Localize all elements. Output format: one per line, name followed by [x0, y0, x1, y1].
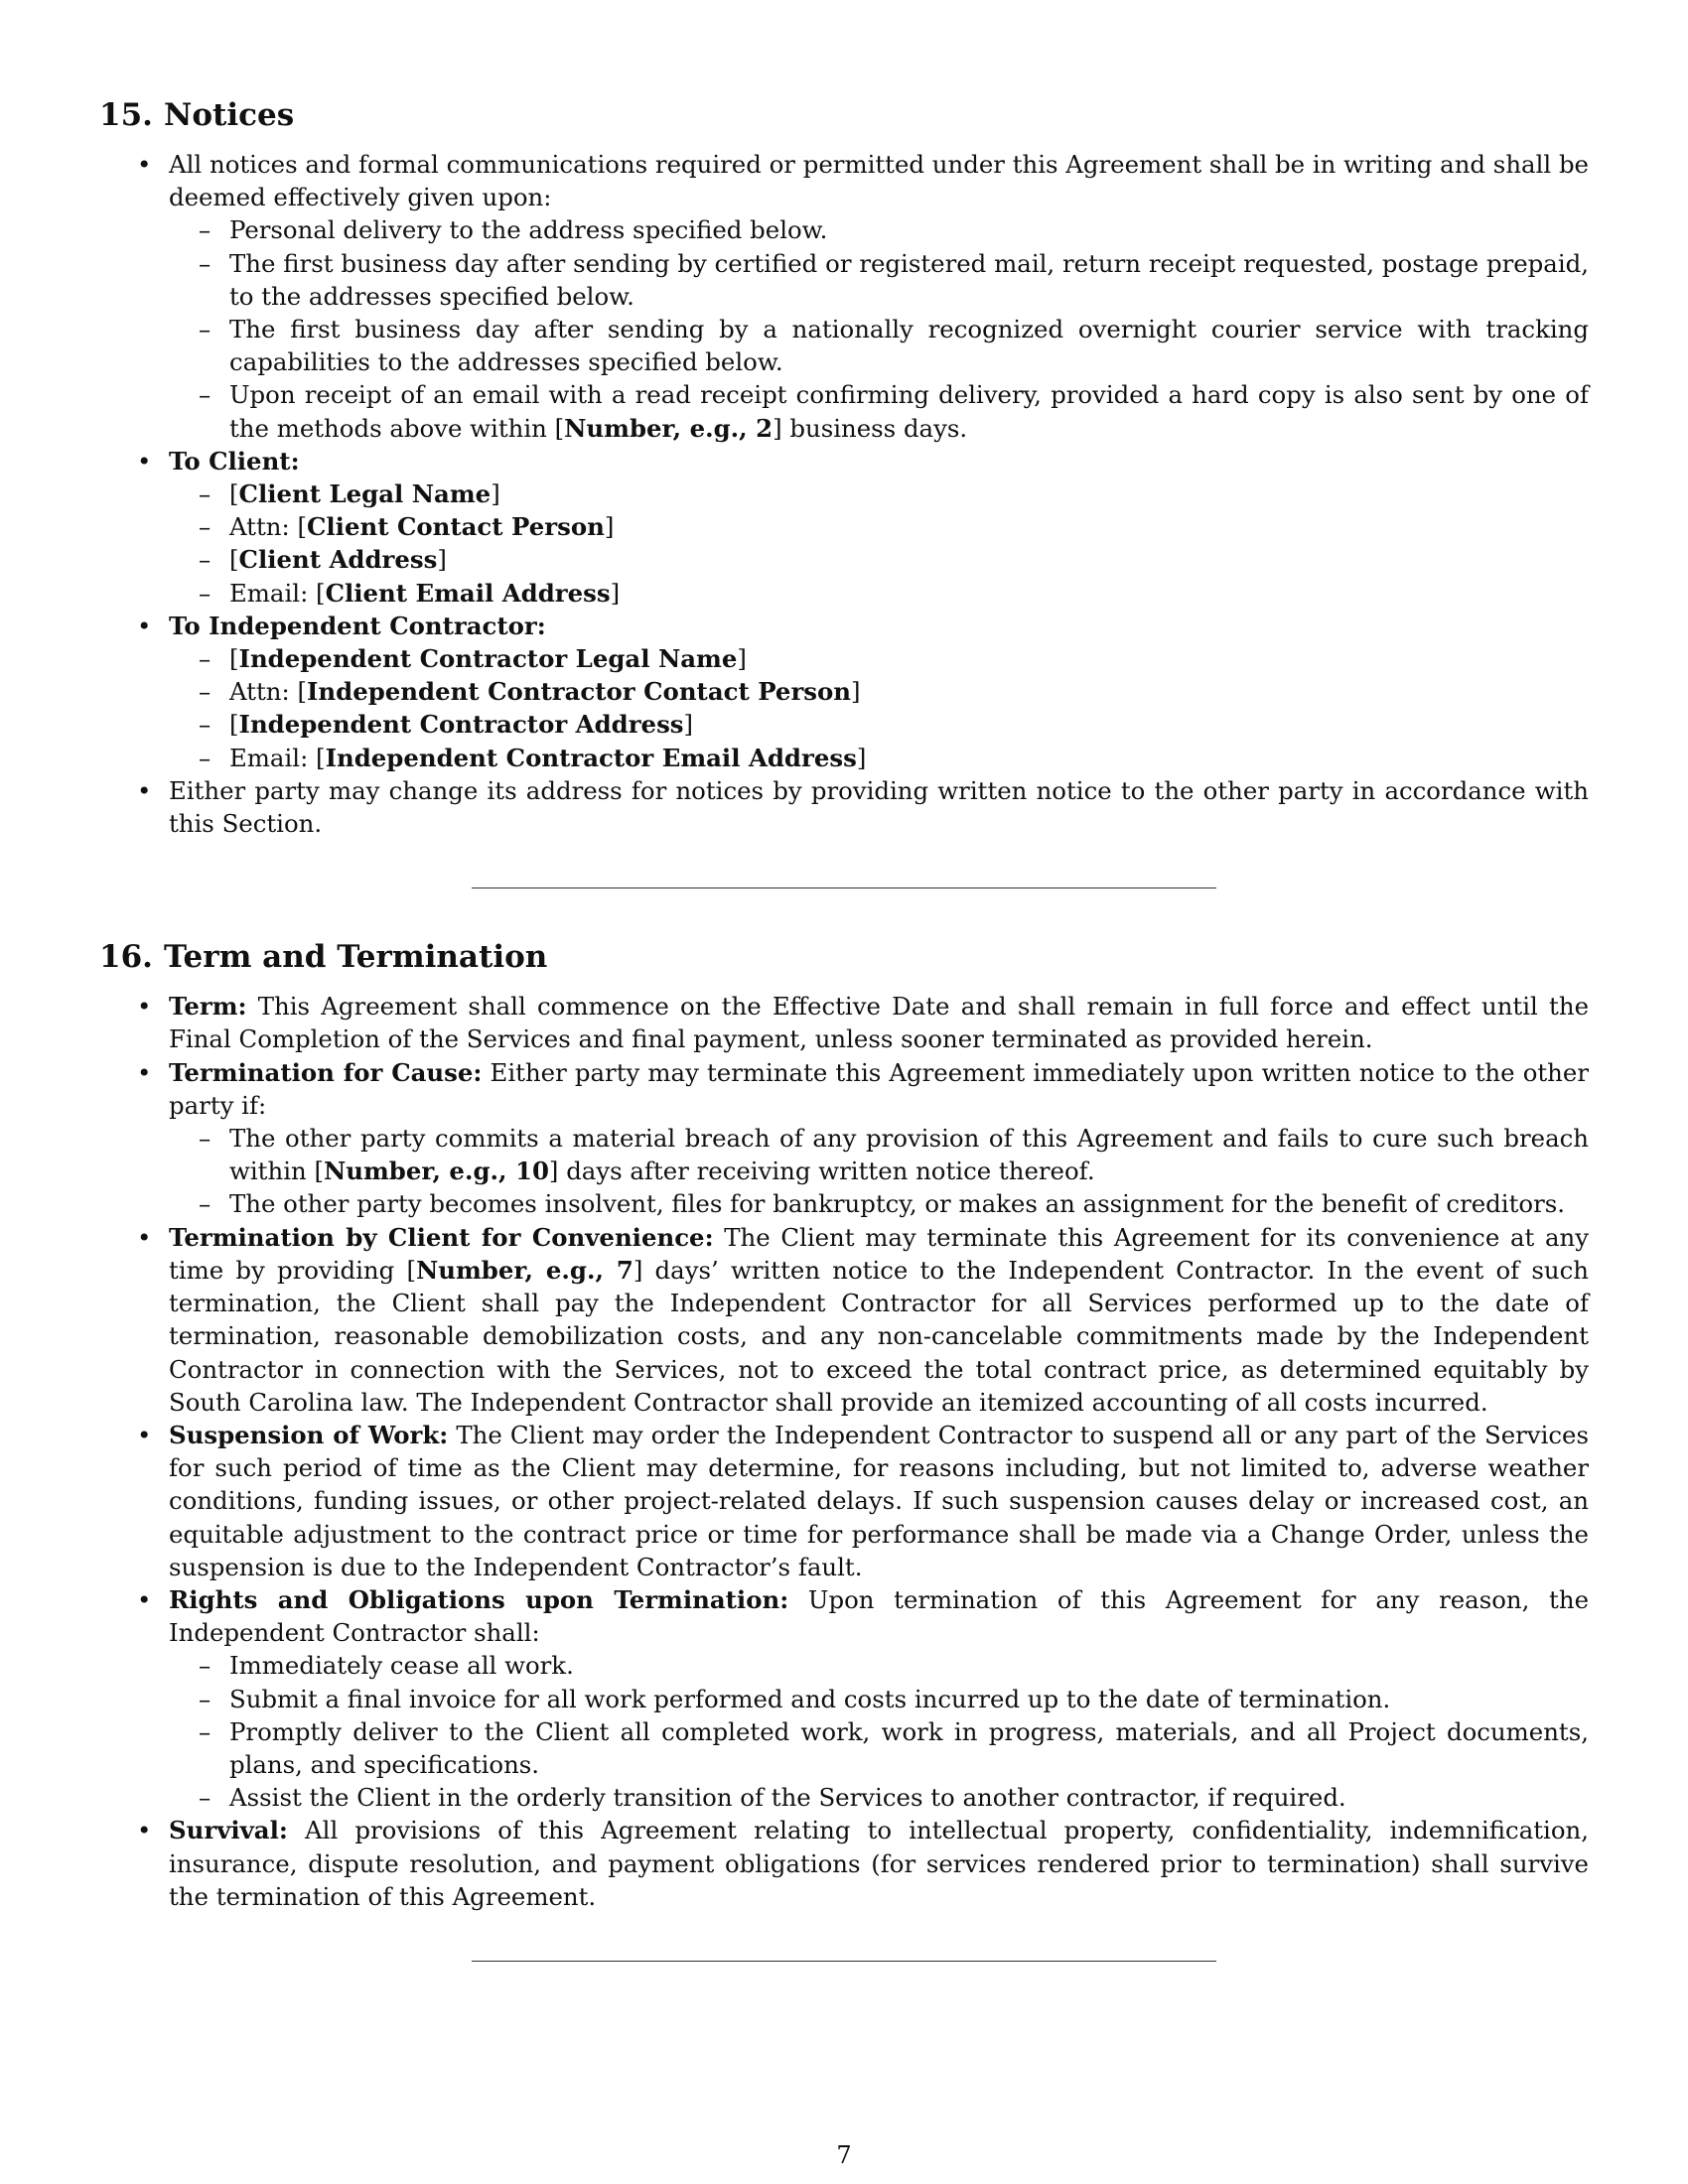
list-item: – Assist the Client in the orderly transition of the Services to another contractor, if required. [169, 1781, 1589, 1814]
list-item: – The other party commits a material breach of any provision of this Agreement and fails to cure such breach within [Number, e.g., 10] days after receiving written notice thereof. [169, 1122, 1589, 1187]
list-item: – Attn: [Independent Contractor Contact Person] [169, 675, 1589, 708]
list-item: – Immediately cease all work. [169, 1649, 1589, 1682]
delivery-methods-list [169, 213, 1589, 444]
list-item: – The first business day after sending by a nationally recognized overnight courier service with tracking capabilities to the addresses specified below. [169, 313, 1589, 378]
section-divider [472, 887, 1216, 888]
list-item: – [Client Legal Name] [169, 478, 1589, 510]
list-item: – Submit a final invoice for all work performed and costs incurred up to the date of termination. [169, 1683, 1589, 1715]
list-item: • Rights and Obligations upon Termination: Upon termination of this Agreement for any reason, the Independent Contractor shall: – Immediately cease all work. – Submit a final invoice for all work performed and costs incurred up to the date of termination. – Promptly deliver to the Client all completed work, work in progress, materials, and all Project documents, plans, and specifications. – Assist the Client in the orderly transition of the Services to another contractor, if required. [99, 1583, 1589, 1814]
page-number: 7 [836, 2141, 852, 2169]
client-address-list [169, 478, 1589, 610]
list-item: • Suspension of Work: The Client may order the Independent Contractor to suspend all or any part of the Services for such period of time as the Client may determine, for reasons including, but not limited to, adverse weather conditions, funding issues, or other project-related delays. If such suspension causes delay or increased cost, an equitable adjustment to the contract price or time for performance shall be made via a Change Order, unless the suspension is due to the Independent Contractor’s fault. [99, 1419, 1589, 1583]
termination-obligations-list [169, 1649, 1589, 1814]
list-item: – [Client Address] [169, 543, 1589, 576]
list-item: – Promptly deliver to the Client all completed work, work in progress, materials, and all Project documents, plans, and specifications. [169, 1715, 1589, 1781]
list-item: – The first business day after sending by certified or registered mail, return receipt requested, postage prepaid, to the addresses specified below. [169, 247, 1589, 313]
list-item: – Attn: [Client Contact Person] [169, 510, 1589, 543]
list-item: • To Client: – [Client Legal Name] – Attn: [Client Contact Person] – [Client Address] – Email: [Client Email Address] [99, 445, 1589, 610]
section-divider [472, 1961, 1216, 1962]
list-item: – Personal delivery to the address specified below. [169, 213, 1589, 246]
cause-list [169, 1122, 1589, 1221]
section-heading: 15. Notices [99, 97, 295, 133]
contractor-address-list [169, 642, 1589, 774]
section-heading: 16. Term and Termination [99, 939, 548, 976]
notices-list [99, 148, 1589, 840]
section-notices [99, 94, 1589, 840]
list-item: • Termination for Cause: Either party may terminate this Agreement immediately upon written notice to the other party if: – The other party commits a material breach of any provision of this Agreement and fails to cure such breach within [Number, e.g., 10] days after receiving written notice thereof. – The other party becomes insolvent, files for bankruptcy, or makes an assignment for the benefit of creditors. [99, 1056, 1589, 1221]
list-item: • All notices and formal communications required or permitted under this Agreement shall be in writing and shall be deemed effectively given upon: – Personal delivery to the address specified below. – The first business day after sending by certified or registered mail, return receipt requested, postage prepaid, to the addresses specified below. – The first business day after sending by a nationally recognized overnight courier service with tracking capabilities to the addresses specified below. – Upon receipt of an email with a read receipt confirming delivery, provided a hard copy is also sent by one of the methods above within [Number, e.g., 2] business days. [99, 148, 1589, 445]
list-item: – Email: [Independent Contractor Email Address] [169, 742, 1589, 774]
list-item: – Email: [Client Email Address] [169, 577, 1589, 610]
list-item: • Survival: All provisions of this Agreement relating to intellectual property, confidentiality, indemnification, insurance, dispute resolution, and payment obligations (for services rendered prior to termination) shall survive the termination of this Agreement. [99, 1814, 1589, 1913]
document-page [99, 94, 1589, 1962]
termination-list [99, 990, 1589, 1913]
list-item: – [Independent Contractor Address] [169, 708, 1589, 741]
list-item: – The other party becomes insolvent, files for bankruptcy, or makes an assignment for the benefit of creditors. [169, 1187, 1589, 1220]
list-item: – Upon receipt of an email with a read receipt confirming delivery, provided a hard copy is also sent by one of the methods above within [Number, e.g., 2] business days. [169, 378, 1589, 444]
list-item: • Either party may change its address for notices by providing written notice to the other party in accordance with this Section. [99, 774, 1589, 840]
section-term-and-termination [99, 936, 1589, 1913]
list-item: • Termination by Client for Convenience: The Client may terminate this Agreement for its convenience at any time by providing [Number, e.g., 7] days’ written notice to the Independent Contractor. In the event of such termination, the Client shall pay the Independent Contractor for all Services performed up to the date of termination, reasonable demobilization costs, and any non-cancelable commitments made by the Independent Contractor in connection with the Services, not to exceed the total contract price, as determined equitably by South Carolina law. The Independent Contractor shall provide an itemized accounting of all costs incurred. [99, 1221, 1589, 1419]
list-item: • Term: This Agreement shall commence on the Effective Date and shall remain in full force and effect until the Final Completion of the Services and final payment, unless sooner terminated as provided herein. [99, 990, 1589, 1055]
list-item: • To Independent Contractor: – [Independent Contractor Legal Name] – Attn: [Independent Contractor Contact Person] – [Independent Contractor Address] – Email: [Independent Contractor Email Address] [99, 610, 1589, 774]
list-item: – [Independent Contractor Legal Name] [169, 642, 1589, 675]
